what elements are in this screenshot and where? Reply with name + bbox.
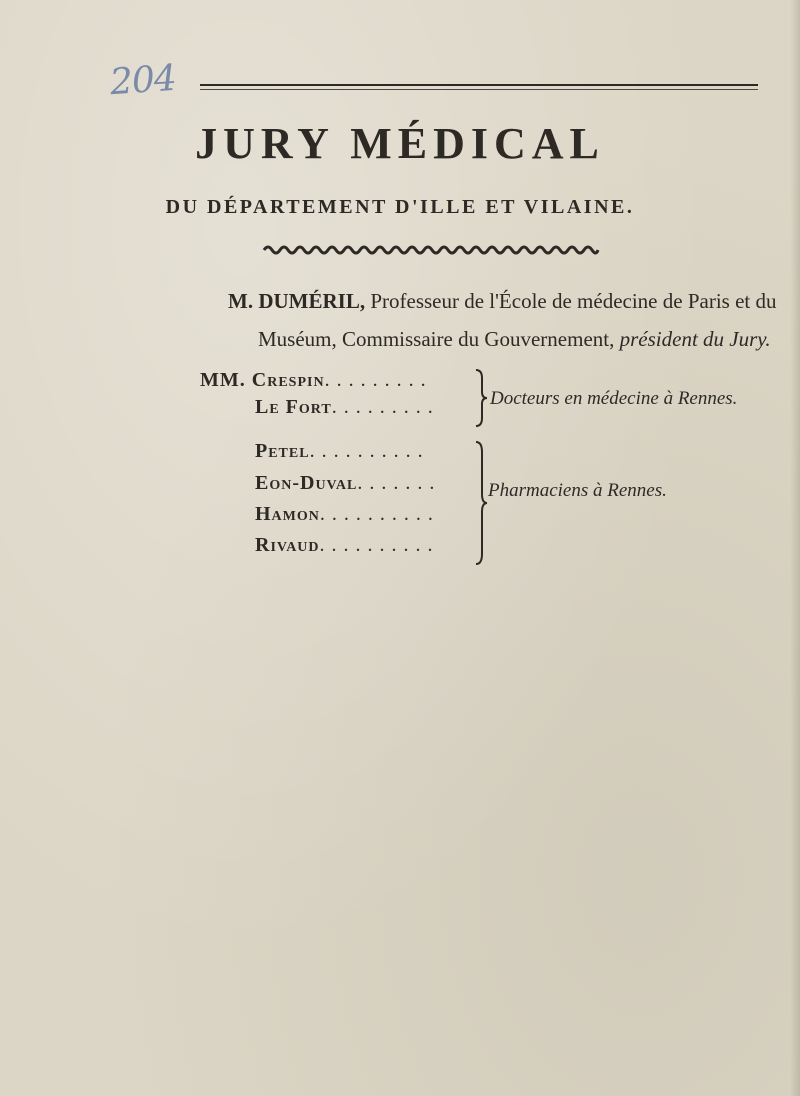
member-row-eon-duval [255, 472, 435, 495]
member-name: Crespin [251, 369, 325, 391]
wave-ornament-divider [262, 240, 600, 260]
handwritten-page-number: 204 [108, 57, 178, 104]
member-row-rivaud [255, 534, 434, 557]
dot-leader: . . . . . . . . . . [319, 534, 434, 556]
dot-leader: . . . . . . . . . . [309, 440, 424, 462]
right-brace-doctors [474, 368, 488, 428]
member-name: Hamon [255, 503, 320, 525]
member-row-crespin [200, 369, 427, 392]
president-prefix: M. [228, 289, 254, 313]
doctors-group-label: Docteurs en médecine à Rennes. [490, 388, 738, 409]
members-prefix: MM. [200, 369, 246, 391]
member-row-petel [255, 440, 424, 463]
president-role: président du Jury. [614, 327, 771, 351]
top-double-rule [200, 84, 758, 86]
member-row-le-fort [255, 396, 434, 419]
president-paragraph [228, 282, 798, 358]
member-name: Le Fort [255, 396, 332, 418]
president-name: DUMÉRIL, [258, 289, 366, 313]
dot-leader: . . . . . . . . . [331, 396, 434, 418]
dot-leader: . . . . . . . . . . [319, 503, 434, 525]
president-description: Professeur de l'École de médecine de Paris et du Muséum, Commissaire du Gouvernement, [258, 289, 777, 351]
dot-leader: . . . . . . . [357, 472, 436, 494]
right-brace-pharmacists [474, 440, 488, 566]
member-row-hamon [255, 503, 434, 526]
document-subtitle: DU DÉPARTEMENT D'ILLE ET VILAINE. [165, 196, 635, 218]
member-name: Eon-Duval [255, 472, 358, 494]
dot-leader: . . . . . . . . . [324, 369, 427, 391]
member-name: Rivaud [255, 534, 320, 556]
member-name: Petel [255, 440, 310, 462]
pharmacists-group-label: Pharmaciens à Rennes. [488, 480, 667, 501]
document-title: JURY MÉDICAL [195, 119, 605, 168]
